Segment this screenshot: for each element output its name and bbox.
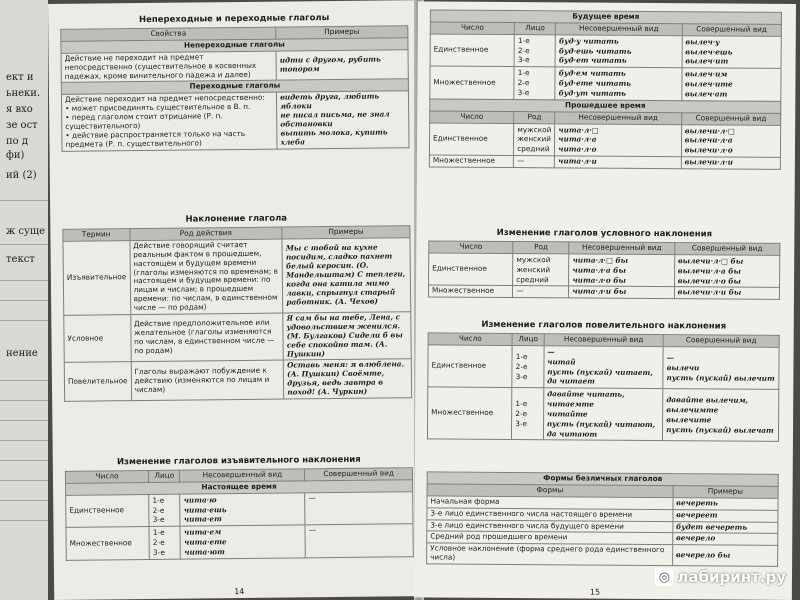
prev-page-text: фи): [6, 150, 25, 161]
mood-row: Условное Действие предположительное или желательное (глаголы изменяются по числам, в единственном числе — по родам) Я сам бы на тебе, Лена, с удовольствием женился. (М. Булгаков) Сидели б вы себе спокойно там. (А. Пушкин): [64, 312, 411, 363]
mood-table: [62, 225, 412, 402]
transitive-head: Переходные глаголы: [61, 79, 408, 95]
transitive-prop: Действие переходит на предмет непосредственно: • может присоединять существительное в В. п. • перед глаголом стоит отрицание (Р. п. существительного) • действие распространяется только на часть предмета (Р. п. существительного): [61, 92, 277, 151]
intransitive-prop: Действие не переходит на предмет непосредственно (существительное в косвенных падежах, кроме винительного падежа и далее): [61, 51, 276, 83]
ruled-line: [0, 500, 48, 501]
mood-row: Повелительное Глаголы выражают побуждение к действию (изменяются по лицам и числам) Оставь меня: я влюблена. (А. Пушкин) Своёмте, друзья, ведь завтра в поход! (А. Чуркин): [64, 359, 411, 401]
watermark-text: лабиринт.ру: [677, 568, 786, 586]
col-header: Совершенный вид: [305, 468, 413, 481]
intransitive-head: Непереходные глаголы: [61, 38, 408, 54]
ruled-line: [0, 400, 48, 401]
ruled-line: [0, 200, 48, 201]
left-page: [48, 0, 426, 600]
imperative-section: [427, 313, 780, 442]
table-row: Множественное 1-е 2-е 3-е чита·ем чита·ете чита·ют —: [66, 524, 413, 560]
ruled-line: [0, 460, 48, 461]
ruled-line: [0, 440, 48, 441]
table-row: Единственное 1-е 2-е 3-е — читай пусть (пускай) читает, да читает — вылечи пусть (пускай) вылечит: [428, 345, 779, 390]
ruled-line: [0, 420, 48, 421]
col-header: Несовершенный вид: [180, 469, 305, 482]
indicative-title: Изменение глаголов изъявительного наклонения: [116, 454, 361, 468]
transitive-example: видеть друга, любить яблоки не писал письма, не знал обстановки выпить молока, купить хлеба: [277, 91, 409, 149]
col-header: Число: [65, 470, 148, 483]
conditional-title: Изменение глаголов условного наклонения: [496, 227, 713, 240]
ruled-line: [0, 280, 48, 281]
table-row: Множественное 1-е 2-е 3-е давайте читать, читаемте читайте пусть (пускай) читают, да читают давайте вылечим, вылечимте вылечите пусть (пускай) вылечат: [427, 387, 778, 442]
table-row: 3-е лицо единственного числа настоящего времени вечереет: [427, 508, 778, 522]
table-row: Условное наклонение (форма среднего рода единственного числа) вечерело бы: [427, 543, 778, 566]
table-row: Множественное 1-е 2-е 3-е буд·ем читать буд·ете читать буд·ут читать вылеч·им вылеч·ите вылеч·ат: [430, 66, 781, 101]
imperative-title: Изменение глаголов повелительного наклонения: [481, 319, 727, 332]
col-header: Свойства: [61, 27, 276, 41]
previous-page-edge: [0, 0, 48, 600]
page-number: 14: [234, 586, 245, 597]
table-row: Единственное 1-е 2-е 3-е буд·у читать буд·ешь читать буд·ет читать вылеч·у вылеч·ешь вылеч·ит: [430, 34, 781, 69]
intransitive-example: идти с другом, рубить топором: [276, 50, 408, 81]
impersonal-head: Формы безличных глаголов: [427, 472, 778, 486]
table-row: Единственное 1-е 2-е 3-е чита·ю чита·ешь чита·ет —: [66, 491, 413, 527]
ruled-line: [0, 244, 48, 245]
col-header: Примеры: [276, 26, 408, 39]
prev-page-text: по д: [6, 136, 29, 147]
col-header: Род действия: [129, 227, 282, 240]
future-table: Будущее время Число Лицо Несовершенный вид Совершенный вид Единственное 1-е 2-е 3-е буд·у читать буд·ешь читать буд·ет читать вылеч·у вылеч·ешь вылеч·ит Множественное 1-е 2-е 3-е буд·ем читать буд·ете читать буд·ут читать вылеч·им вылеч·ите вылеч·ат Прошедшее время Число Род Несовершенный вид Совершенный вид Единственное мужской женский средний чита·л·□ чита·л·а чита·л·о вылечи·л·□ вылечи·л·а вылечи·л·о Множественное — чита·л·и вылечи·л·и: [429, 9, 782, 170]
col-header: Лицо: [149, 470, 180, 482]
transitivity-table: [60, 25, 409, 151]
transitivity-section: [60, 6, 409, 151]
watermark: [655, 568, 786, 586]
prev-page-text: ий (2): [6, 170, 37, 181]
prev-page-text: ж суще: [6, 226, 46, 237]
table-row: Единственное мужской женский средний чита·л·□ чита·л·а чита·л·о вылечи·л·□ вылечи·л·а вылечи·л·о: [429, 123, 780, 158]
table-row: 3-е лицо единственного числа будущего времени будет вечереть: [427, 519, 778, 533]
ruled-line: [0, 300, 48, 301]
table-row: Единственное мужской женский средний чита·л·□ бы чита·л·а бы чита·л·о бы вылечи·л·□ бы вылечи·л·а бы вылечи·л·о бы: [429, 253, 780, 288]
ruled-line: [0, 480, 48, 481]
mood-title: Наклонение глагола: [185, 213, 288, 225]
future-head: Будущее время: [430, 10, 781, 24]
impersonal-section: [426, 471, 779, 567]
indicative-section: [65, 448, 414, 560]
col-header: Примеры: [282, 226, 410, 239]
prev-page-text: ьнеки.: [6, 88, 41, 99]
prev-page-text: я вхо: [6, 104, 33, 115]
labirint-logo-icon: ◎: [655, 568, 673, 586]
right-page: [414, 1, 796, 600]
indicative-table: [65, 467, 414, 560]
ruled-line: [0, 320, 48, 321]
table-row: Множественное — чита·л·и вылечи·л·и: [429, 155, 780, 169]
table-row: Начальная форма вечереть: [427, 496, 778, 510]
conditional-table: Число Род Несовершенный вид Совершенный вид Единственное мужской женский средний чита·л·□ бы чита·л·а бы чита·л·о бы вылечи·л·□ бы вылечи·л·а бы вылечи·л·о бы Множественное — чита·л·и бы вылечи·л·и бы: [428, 240, 780, 300]
ruled-line: [0, 520, 48, 521]
mood-row: Изъявительное Действие говорящий считает реальным фактом в прошедшем, настоящем и будущем времени (глаголы изменяются по временам; в настоящем и будущем времени: по лицам и числам; в прошедшем времени: по числам, в единственном числе — по родам) Мы с тобой на кухне посидим, сладко пахнет белый керосин. (О. Мандельштам) С теплеги, когда она катила мимо лавки, спрыгнул старый работник. (А. Чехов): [63, 238, 411, 316]
conditional-section: [428, 221, 781, 300]
table-row: Множественное — чита·л·и бы вылечи·л·и бы: [428, 285, 779, 299]
transitivity-title: Непереходные и переходные глаголы: [138, 13, 330, 26]
prev-page-text: ект и: [6, 72, 34, 83]
mood-section: [62, 206, 412, 402]
past-head: Прошедшее время: [430, 99, 781, 113]
imperative-table: Число Лицо Несовершенный вид Совершенный вид Единственное 1-е 2-е 3-е — читай пусть (пускай) читает, да читает — вылечи пусть (пускай) вылечит Множественное 1-е 2-е 3-е давайте читать, читаемте читайте пусть (пускай) читают, да читают давайте вылечим, вылечимте вылечите пусть (пускай) вылечат: [427, 332, 780, 442]
prev-page-text: текст: [6, 254, 35, 265]
impersonal-table: Формы безличных глаголов Формы Примеры Начальная форма вечереть 3-е лицо единственного числа настоящего времени вечереет 3-е лицо единственного числа будущего времени будет вечереть Средний род прошедшего времени вечерело Условное наклонение (форма среднего рода единственного числа) вечерело бы: [426, 471, 779, 567]
future-section: [429, 9, 782, 170]
table-row: Средний род прошедшего времени вечерело: [427, 531, 778, 545]
prev-page-text: зе ост: [6, 120, 38, 131]
present-head: Настоящее время: [66, 480, 413, 496]
col-header: Термин: [63, 229, 130, 242]
prev-page-text: нение: [6, 348, 38, 359]
ruled-line: [0, 380, 48, 381]
page-number: 15: [589, 587, 601, 597]
